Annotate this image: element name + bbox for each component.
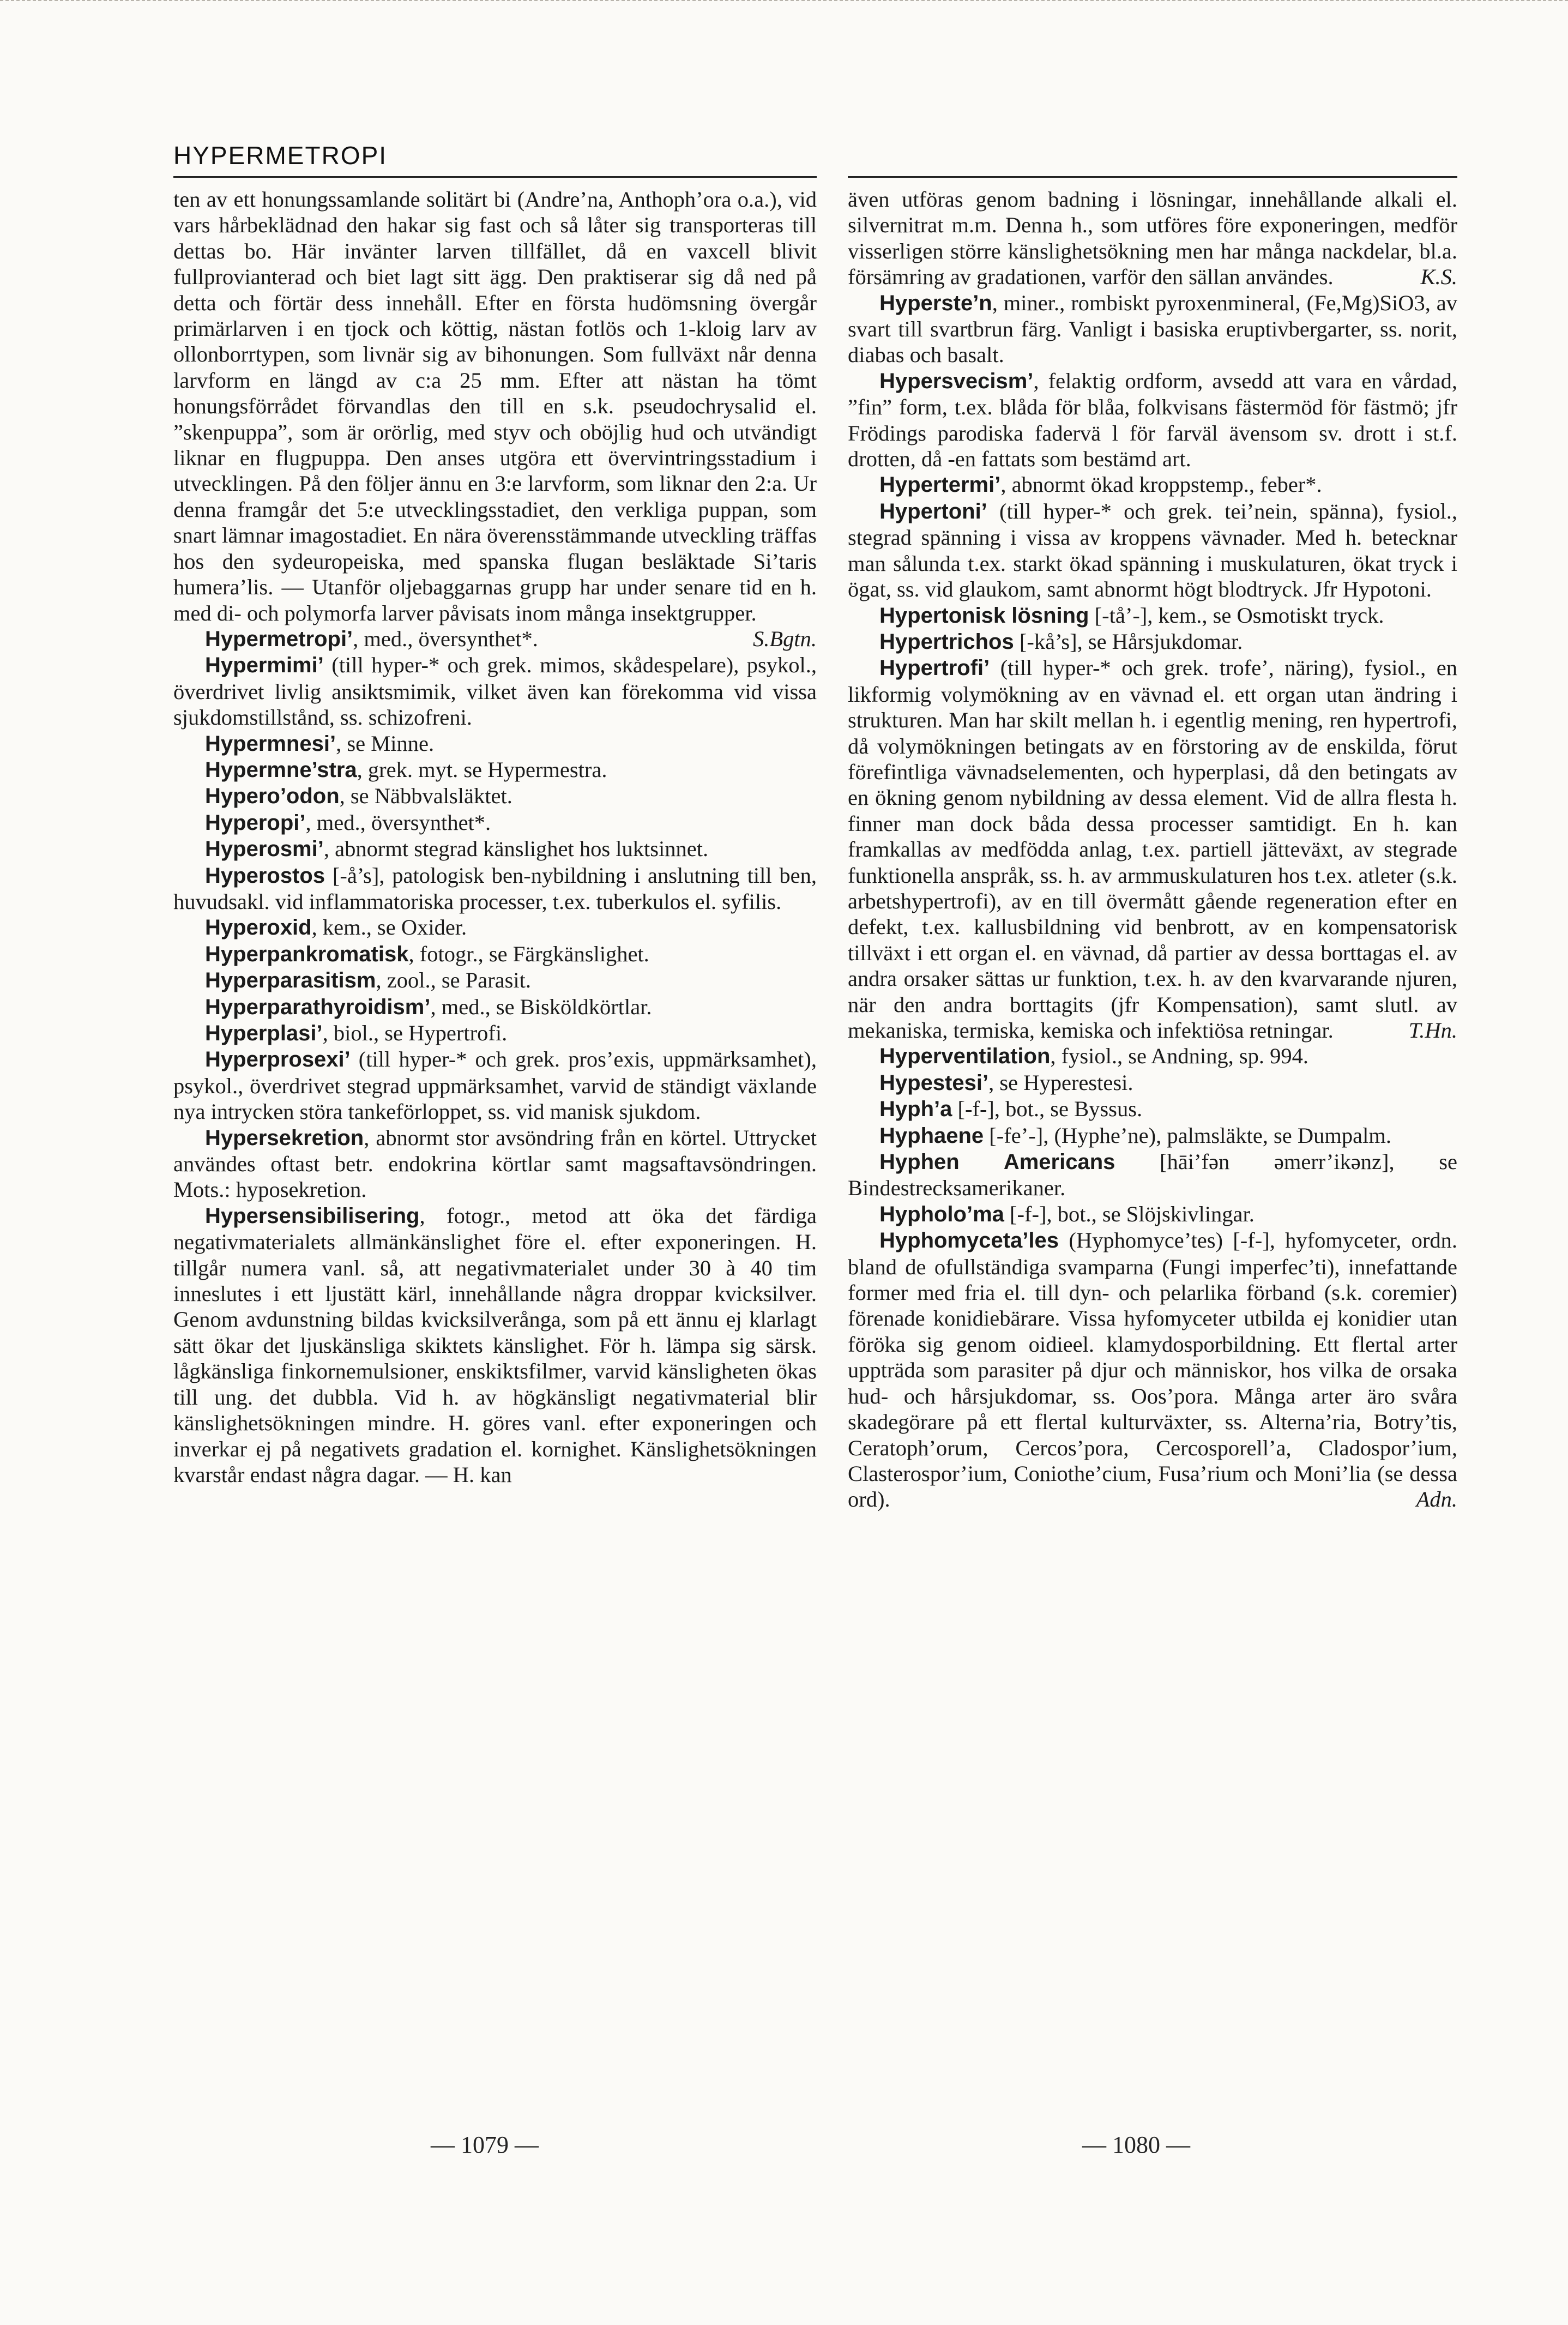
entry-headword: Hyperventilation — [879, 1044, 1051, 1069]
entry-headword: Hypertermi’ — [879, 473, 1001, 497]
entry-headword: Hyperplasi’ — [205, 1021, 323, 1045]
entry-headword: Hyperpankromatisk — [205, 942, 409, 966]
entry-headword: Hyperparasitism — [205, 968, 376, 993]
dictionary-entry: Hyperparasitism, zool., se Parasit. — [205, 968, 532, 993]
entry-headword: Hyphen Americans — [879, 1150, 1115, 1174]
entry-headword: Hyperopi’ — [205, 810, 306, 835]
entry-headword: Hypertonisk lösning — [879, 603, 1089, 628]
dictionary-entry: Hypersvecism’, felaktig ordform, avsedd att vara en vårdad, ”fin” form, t.ex. blåda för blåa, folkvisans fästermöd för fästmö; jfr Frödings parodiska fadervä l för farväl ävensom sv. drott i st.f. drotten, då -en fattats som bestämd art. — [848, 368, 1457, 472]
entry-headword: Hypermnesi’ — [205, 731, 336, 756]
entry-headword: Hypholo’ma — [879, 1202, 1004, 1226]
dictionary-entry: Hypertonisk lösning [-tå’-], kem., se Osmotiskt tryck. — [879, 603, 1384, 628]
page-number-left: — 1079 — — [431, 2131, 539, 2158]
dictionary-entry: Hypersensibilisering, fotogr., metod att öka det färdiga negativmaterialets allmänkänslighet före el. efter exponeringen. H. tillgår numera vanl. så, att negativmaterialet under 30 à 40 tim inneslutes i ett ljustätt kärl, innehållande några droppar kvicksilver. Genom avdunstning bildas kvicksilverånga, som på ett ännu ej klarlagt sätt ökar det ljuskänsliga skiktets känslighet. För h. lämpa sig särsk. lågkänsliga finkornemulsioner, enskiktsfilmer, varvid känsligheten ökas till ung. det dubbla. Vid h. av högkänsligt negativmaterial blir känslighetsökningen mindre. H. göres vanl. efter exponeringen och inverkar ej på negativets gradation el. kornighet. Känslighetsökningen kvarstår endast några dagar. — H. kan — [173, 1203, 817, 1487]
entry-headword: Hypersensibilisering — [205, 1203, 420, 1228]
entry-headword: Hyperprosexi’ — [205, 1047, 351, 1072]
dictionary-entry: Hypholo’ma [-f-], bot., se Slöjskivlingar. — [879, 1201, 1255, 1226]
dictionary-entry: Hyphen Americans [hāi’fən əmerr’ikənz], se Bindestrecksamerikaner. — [848, 1149, 1457, 1201]
header-rule-left — [173, 176, 817, 178]
left-column — [173, 186, 817, 1487]
dictionary-entry: Hyperosmi’, abnormt stegrad känslighet hos luktsinnet. — [205, 836, 709, 862]
dictionary-entry: Hypertermi’, abnormt ökad kroppstemp., feber*. — [879, 472, 1322, 497]
entry-headword: Hypermne’stra — [205, 757, 357, 782]
dictionary-entry: Hypertrofi’ (till hyper-* och grek. trofe’, näring), fysiol., en likformig volymökning av en vävnad el. ett organ utan ändring i strukturen. Man har skilt mellan h. i egentlig mening, ren hypertrofi, då volymökningen betingats av en förstoring av de enskilda, förut förefintliga vävnadselementen, och hyperplasi, då den betingats av en ökning genom nybildning av dessa element. Vid de allra flesta h. finner man dock båda dessa processer samtidigt. En h. kan framkallas av medfödda anlag, t.ex. partiell jätteväxt, av stegrade funktionella anspråk, ss. h. av armmuskulaturen hos t.ex. atleter (s.k. arbetshypertrofi), av en till övermått gående regeneration efter en defekt, t.ex. kallusbildning vid benbrott, av en kompensatorisk tillväxt i ett organ el. en vävnad, då partier av dessa borttagas el. av andra orsaker sättas ur funktion, t.ex. h. av den kvarvarande njuren, när den andra borttagits (jfr Kompensation), samt slutl. av mekaniska, termiska, kemiska och infektiösa retningar. T.Hn. — [848, 655, 1457, 1043]
entry-headword: Hypersekretion — [205, 1125, 364, 1150]
entry-headword: Hyphomyceta’les — [879, 1228, 1059, 1253]
entry-headword: Hypestesi’ — [879, 1070, 989, 1095]
dictionary-entry: Hypestesi’, se Hyperestesi. — [879, 1070, 1133, 1095]
dictionary-entry: Hyperparathyroidism’, med., se Bisköldkörtlar. — [205, 994, 652, 1019]
dictionary-entry: Hyperostos [-å’s], patologisk ben-nybildning i anslutning till ben, huvudsakl. vid inflammatoriska processer, t.ex. tuberkulos el. syfilis. — [173, 863, 817, 914]
dictionary-entry: Hypersekretion, abnormt stor avsöndring från en körtel. Uttrycket användes oftast betr. endokrina körtlar samt magsaftavsöndringen. Mots.: hyposekretion. — [173, 1125, 817, 1202]
entry-headword: Hypero’odon — [205, 784, 340, 809]
header-rule-right — [848, 176, 1457, 178]
entry-headword: Hypertoni’ — [879, 499, 987, 523]
entry-headword: Hyperostos — [205, 863, 325, 888]
dictionary-entry: Hypertrichos [-kå’s], se Hårsjukdomar. — [879, 629, 1243, 654]
author-signature: Adn. — [1416, 1487, 1457, 1512]
entry-headword: Hyph’a — [879, 1097, 952, 1122]
dictionary-entry: Hyperpankromatisk, fotogr., se Färgkänslighet. — [205, 941, 649, 966]
author-signature: T.Hn. — [1408, 1018, 1457, 1043]
running-head: HYPERMETROPI — [173, 141, 388, 170]
entry-headword: Hypertrofi’ — [879, 656, 990, 680]
dictionary-entry: Hyphaene [-fe’-], (Hyphe’ne), palmsläkte, se Dumpalm. — [879, 1123, 1392, 1148]
dictionary-entry: Hyperprosexi’ (till hyper-* och grek. pros’exis, uppmärksamhet), psykol., överdrivet stegrad uppmärksamhet, varvid de ständigt växlande nya intrycken störa tankeförloppet, ss. vid manisk sjukdom. — [173, 1047, 817, 1124]
entry-headword: Hypertrichos — [879, 629, 1014, 654]
dictionary-entry: Hypermimi’ (till hyper-* och grek. mimos, skådespelare), psykol., överdrivet livlig ansiktsmimik, vilket även kan förekomma vid vissa sjukdomstillstånd, ss. schizofreni. — [173, 653, 817, 730]
author-signature: S.Bgtn. — [753, 626, 817, 651]
dictionary-entry: Hyperoxid, kem., se Oxider. — [205, 915, 467, 940]
entry-headword: Hyperosmi’ — [205, 837, 324, 862]
dictionary-entry: Hypertoni’ (till hyper-* och grek. tei’nein, spänna), fysiol., stegrad spänning i vissa av kroppens vävnader. Med h. betecknar man sålunda t.ex. starkt ökad spänning i muskulaturen, ökat tryck i ögat, ss. vid glaukom, samt abnormt högt blodtryck. Jfr Hypotoni. — [848, 498, 1457, 602]
page-number-right: — 1080 — — [1082, 2131, 1190, 2158]
dictionary-entry: Hyphomyceta’les (Hyphomyce’tes) [-f-], hyfomyceter, ordn. bland de ofullständiga svamparna (Fungi imperfec’ti), innefattande former med fria el. till dyn- och pelarlika förband (s.k. coremier) förenade konidiebärare. Vissa hyfomyceter utbilda ej konidier utan föröka sig genom oidieel. klamydosporbildning. Ett flertal arter uppträda som parasiter på djur och människor, hos vilka de orsaka hud- och hårsjukdomar, ss. Oos’pora. Många arter äro svåra skadegörare på ett flertal kulturväxter, ss. Alterna’ria, Botry’tis, Ceratoph’orum, Cercos’pora, Cercosporell’a, Cladospor’ium, Clasterospor’ium, Coniothe’cium, Fusa’rium och Moni’lia (se dessa ord). Adn. — [848, 1228, 1457, 1512]
continuation-paragraph: ten av ett honungssamlande solitärt bi (Andre’na, Anthoph’ora o.a.), vid vars hårbeklädnad den hakar sig fast och så låter sig transporteras till dettas bo. Här invänter larven tillfället, då en vaxcell blivit fullprovianterad och biet lagt sitt ägg. Den praktiserar sig då ned på detta och förtär dess innehåll. Efter en första hudömsning övergår primärlarven i en tjock och köttig, nästan fotlös och 1-kloig larv av ollonborrtypen, som livnär sig av bihonungen. Som fullväxt når denna larvform en längd av c:a 25 mm. Efter att nästan ha tömt honungsförrådet förvandlas den till en s.k. pseudochrysalid el. ”skenpuppa”, som är orörlig, med styv och oböjlig hud och utvändigt liknar en flugpuppa. Den anses utgöra ett övervintringsstadium i utvecklingen. På den följer ännu en 3:e larvform, som liknar den 2:a. Ur denna framgår det 5:e utvecklingsstadiet, den verkliga puppan, som snart lämnar imagostadiet. En nära överensstämmande utveckling träffas hos den sydeuropeiska, med spanska flugan besläktade Si’taris humera’lis. — Utanför oljebaggarnas grupp har under senare tid en h. med di- och polymorfa larver påvisats inom många insektgrupper. S.Bgtn. — [173, 187, 817, 651]
dictionary-entry: Hypero’odon, se Näbbvalsläktet. — [205, 784, 512, 809]
entry-headword: Hypermetropi’ — [205, 627, 353, 651]
dictionary-entry: Hyperopi’, med., översynthet*. — [205, 810, 491, 835]
dictionary-entry: Hyperventilation, fysiol., se Andning, sp. 994. — [879, 1044, 1309, 1069]
dictionary-entry: Hyperste’n, miner., rombiskt pyroxenmineral, (Fe,Mg)SiO3, av svart till svartbrun färg. Vanligt i basiska eruptivbergarter, ss. norit, diabas och basalt. — [848, 290, 1457, 368]
dictionary-entry: Hyph’a [-f-], bot., se Byssus. — [879, 1097, 1143, 1122]
entry-headword: Hypermimi’ — [205, 653, 324, 678]
dictionary-entry: Hyperplasi’, biol., se Hypertrofi. — [205, 1021, 508, 1045]
top-scan-edge — [0, 0, 1568, 3]
continuation-paragraph: även utföras genom badning i lösningar, innehållande alkali el. silvernitrat m.m. Denna h., som utföres före exponeringen, medför visserligen större känslighetsökning men har många nackdelar, bl.a. försämring av gradationen, varför den sällan användes. K.S. — [848, 187, 1457, 290]
right-column — [848, 186, 1457, 1513]
dictionary-entry: Hypermetropi’, med., översynthet*. — [205, 626, 538, 651]
author-signature: K.S. — [1420, 264, 1457, 290]
dictionary-entry: Hypermnesi’, se Minne. — [205, 731, 435, 756]
entry-headword: Hyphaene — [879, 1123, 984, 1148]
entry-headword: Hyperparathyroidism’ — [205, 995, 431, 1019]
entry-headword: Hyperste’n — [879, 291, 992, 315]
entry-headword: Hypersvecism’ — [879, 369, 1034, 393]
dictionary-entry: Hypermne’stra, grek. myt. se Hypermestra. — [205, 757, 607, 782]
entry-headword: Hyperoxid — [205, 915, 312, 940]
